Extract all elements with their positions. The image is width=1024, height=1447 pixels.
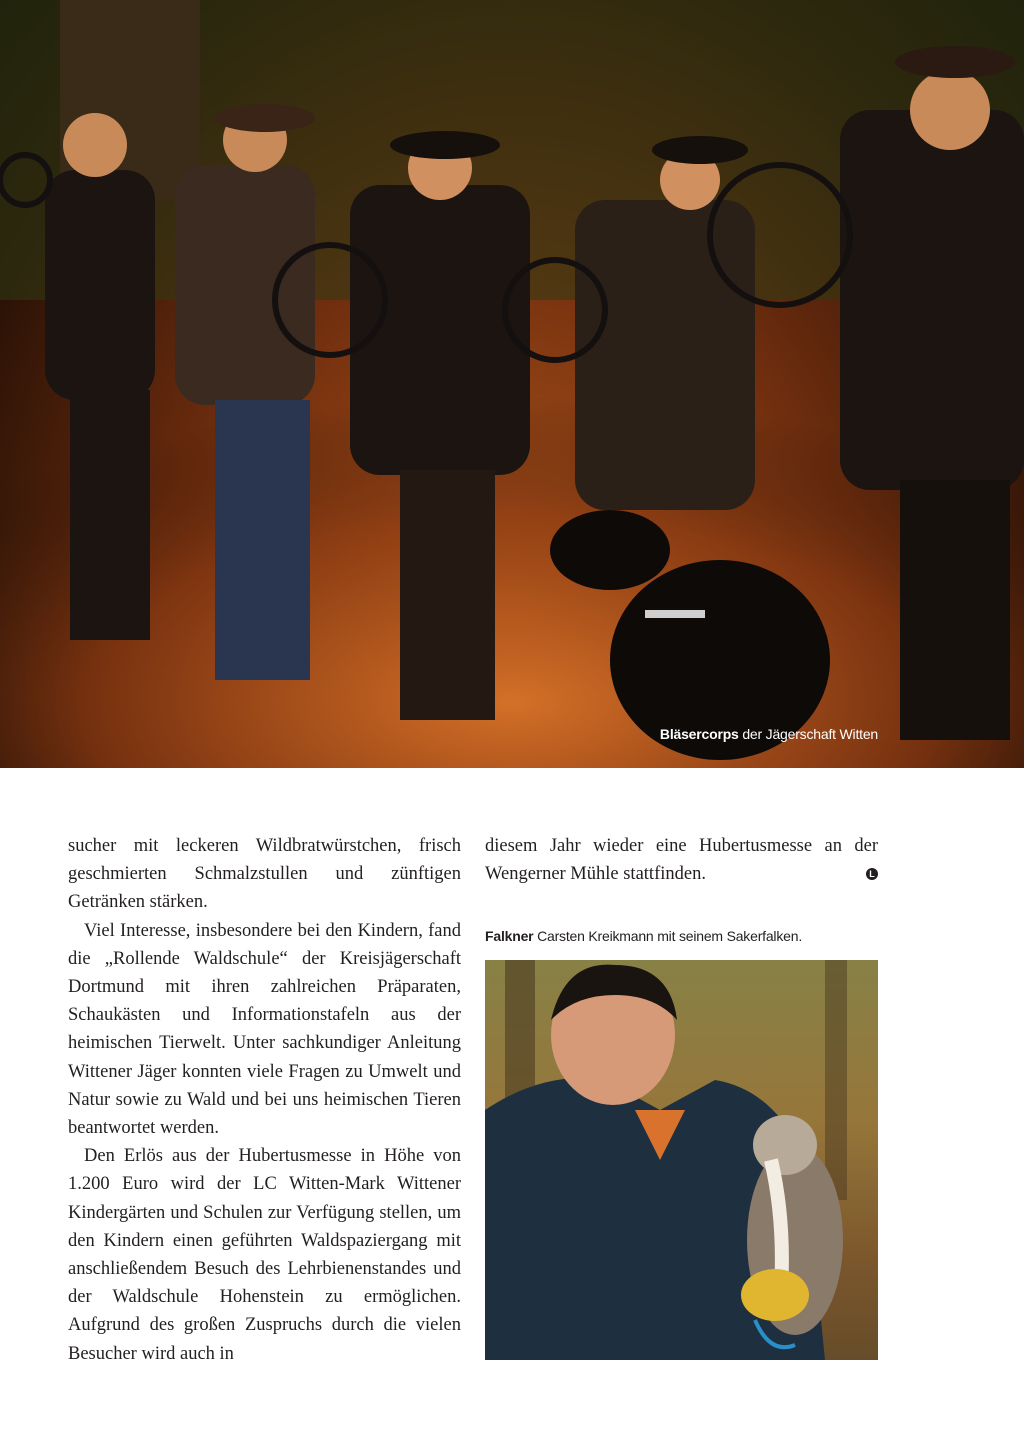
- falconer-photo: [485, 960, 878, 1360]
- paragraph: [485, 832, 878, 888]
- falcon-caption-bold: Falkner: [485, 928, 534, 944]
- paragraph: Viel Interesse, insbesondere bei den Kindern, fand die „Rollende Waldschule“ der Kreisjägerschaft Dortmund mit ihren zahlreichen Präparaten, Schaukästen und Informationstafeln aus der heimischen Tierwelt. Unter sachkundiger Anleitung Wittener Jäger konnten viele Fragen zu Umwelt und Natur sowie zu Wald und bei uns heimischen Tieren beantwortet werden.: [68, 920, 461, 1139]
- falcon-caption-text: Carsten Kreikmann mit seinem Sakerfalken.: [533, 928, 803, 944]
- right-text-column: [485, 832, 878, 888]
- hero-caption-text: der Jägerschaft Witten: [738, 726, 878, 742]
- hero-caption-bold: Bläsercorps: [659, 726, 739, 742]
- paragraph-text: diesem Jahr wieder eine Hubertusmesse an der Wengerner Mühle stattfinden.: [485, 836, 878, 885]
- falconer-photo-illustration: [485, 960, 878, 1360]
- article-end-icon: L: [866, 868, 878, 880]
- falcon-caption: [485, 928, 802, 944]
- paragraph: Den Erlös aus der Hubertusmesse in Höhe von 1.200 Euro wird der LC Witten-Mark Wittener Kindergärten und Schulen zur Verfügung stellen, um den Kindern einen geführten Waldspaziergang mit anschließendem Besuch des Lehrbienenstandes und der Waldschule Hohenstein zu ermöglichen. Aufgrund des großen Zuspruchs durch die vielen Besucher wird auch in: [68, 1146, 461, 1364]
- paragraph: sucher mit leckeren Wildbratwürstchen, frisch geschmierten Schmalzstullen und zünftigen Getränken stärken.: [68, 836, 461, 913]
- left-text-column: [68, 832, 461, 1368]
- hero-caption: [660, 726, 878, 742]
